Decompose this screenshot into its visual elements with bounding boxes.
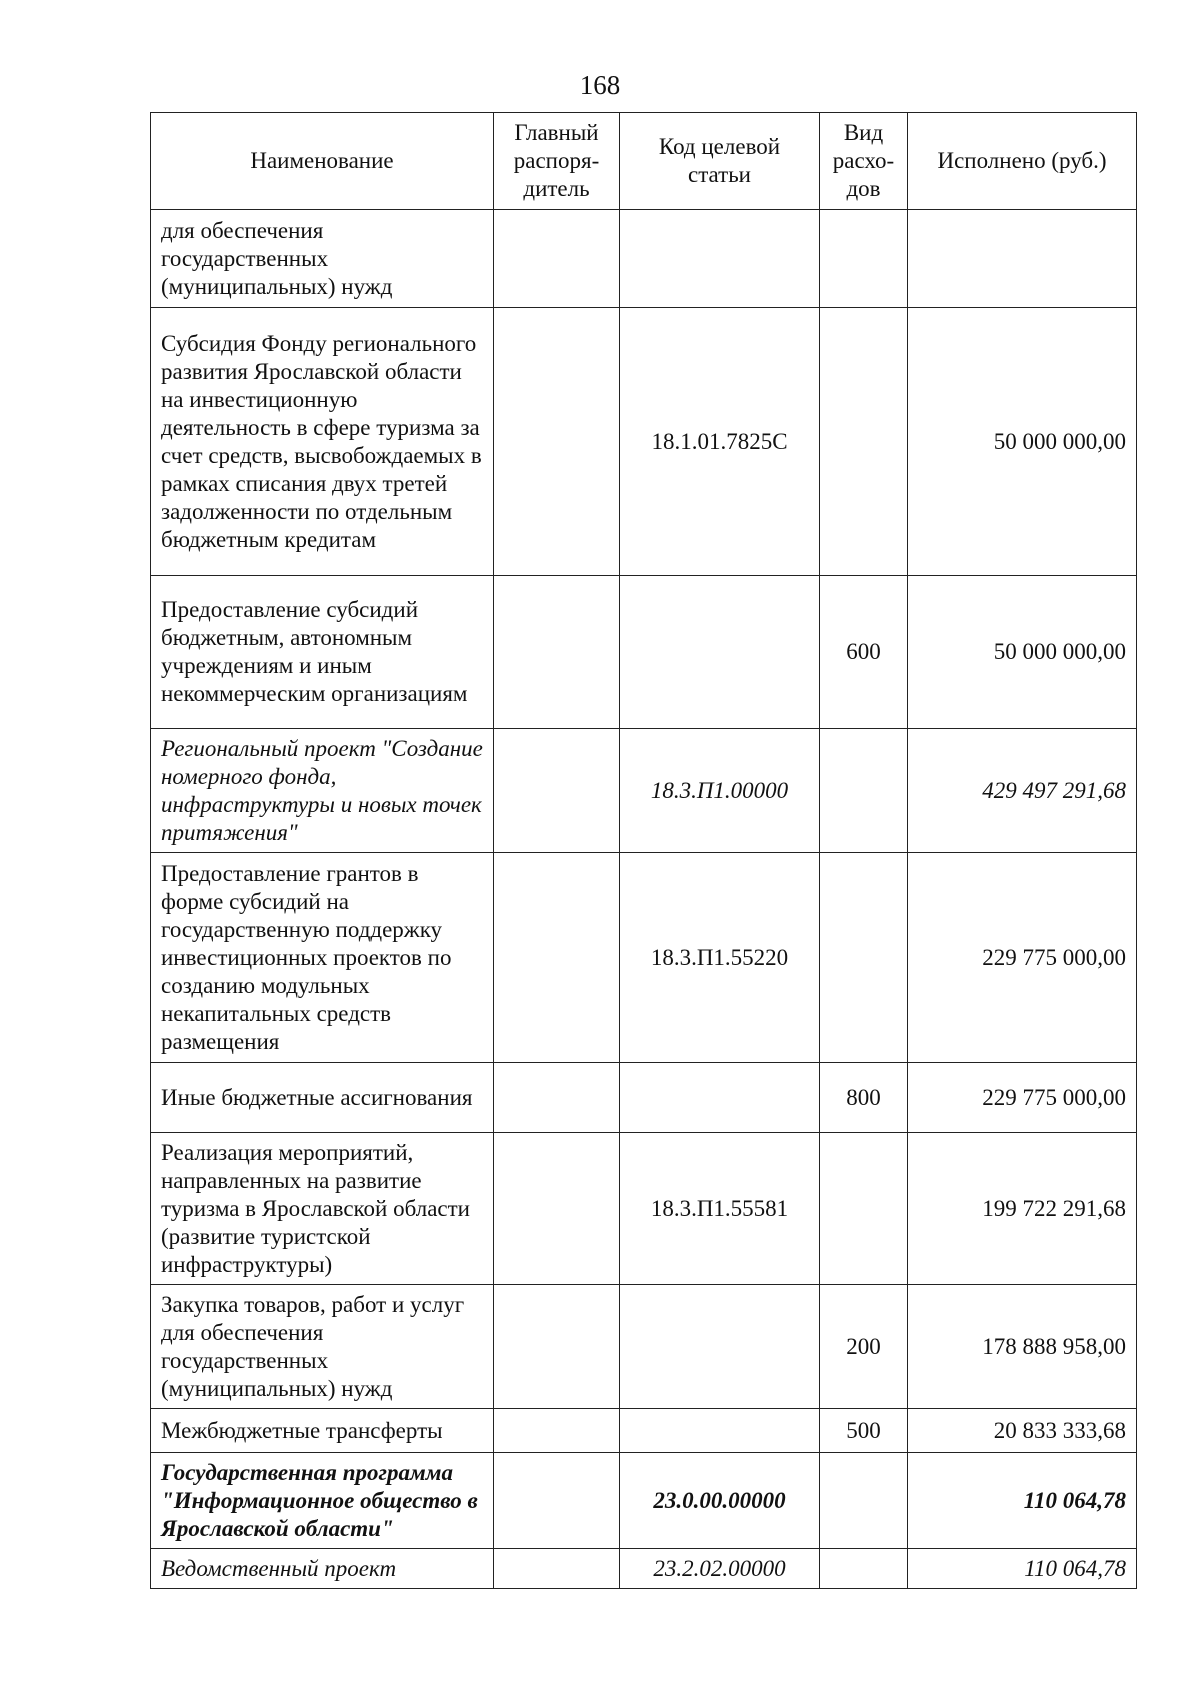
table-row: [151, 1063, 1137, 1133]
header-name: Наименование: [151, 113, 494, 210]
page-number: 168: [579, 70, 621, 100]
row-target-code: 23.0.00.00000: [620, 1453, 820, 1549]
table-row: [151, 1549, 1137, 1589]
row-target-code: [620, 576, 820, 729]
header-target-code: Код целевой статьи: [620, 113, 820, 210]
row-target-code: 23.2.02.00000: [620, 1549, 820, 1589]
row-target-code: 18.3.П1.55581: [620, 1133, 820, 1285]
table-row: [151, 308, 1137, 576]
row-executed: [908, 210, 1137, 308]
row-name: Закупка товаров, работ и услуг для обеспечения государственных (муниципальных) нужд: [151, 1285, 494, 1409]
row-executed: 110 064,78: [908, 1453, 1137, 1549]
row-target-code: [620, 210, 820, 308]
row-target-code: [620, 1063, 820, 1133]
table-row: [151, 1453, 1137, 1549]
row-executed: 50 000 000,00: [908, 576, 1137, 729]
row-main-manager: [494, 1453, 620, 1549]
row-name: для обеспечения государственных (муниципальных) нужд: [151, 210, 494, 308]
row-name: Реализация мероприятий, направленных на развитие туризма в Ярославской области (развитие туристской инфраструктуры): [151, 1133, 494, 1285]
row-expense-type: [820, 210, 908, 308]
row-expense-type: 600: [820, 576, 908, 729]
row-target-code: [620, 1285, 820, 1409]
row-expense-type: 500: [820, 1409, 908, 1453]
row-target-code: 18.3.П1.55220: [620, 853, 820, 1063]
row-executed: 429 497 291,68: [908, 729, 1137, 853]
row-expense-type: [820, 308, 908, 576]
row-main-manager: [494, 210, 620, 308]
row-main-manager: [494, 1409, 620, 1453]
row-expense-type: [820, 1549, 908, 1589]
row-expense-type: [820, 1453, 908, 1549]
row-executed: 50 000 000,00: [908, 308, 1137, 576]
table-row: [151, 576, 1137, 729]
row-executed: 229 775 000,00: [908, 1063, 1137, 1133]
row-target-code: [620, 1409, 820, 1453]
row-executed: 20 833 333,68: [908, 1409, 1137, 1453]
table-row: [151, 1285, 1137, 1409]
row-executed: 178 888 958,00: [908, 1285, 1137, 1409]
row-expense-type: [820, 729, 908, 853]
row-name: Межбюджетные трансферты: [151, 1409, 494, 1453]
row-main-manager: [494, 308, 620, 576]
row-main-manager: [494, 729, 620, 853]
row-target-code: 18.1.01.7825С: [620, 308, 820, 576]
row-executed: 229 775 000,00: [908, 853, 1137, 1063]
header-expense-type: Вид расхо-дов: [820, 113, 908, 210]
table-header-row: [151, 113, 1137, 210]
row-expense-type: 200: [820, 1285, 908, 1409]
row-expense-type: [820, 1133, 908, 1285]
row-expense-type: 800: [820, 1063, 908, 1133]
row-main-manager: [494, 1549, 620, 1589]
row-name: Предоставление субсидий бюджетным, автономным учреждениям и иным некоммерческим организациям: [151, 576, 494, 729]
row-name: Ведомственный проект: [151, 1549, 494, 1589]
row-main-manager: [494, 1285, 620, 1409]
row-executed: 199 722 291,68: [908, 1133, 1137, 1285]
row-main-manager: [494, 1063, 620, 1133]
table-row: [151, 1133, 1137, 1285]
row-main-manager: [494, 1133, 620, 1285]
table-row: [151, 1409, 1137, 1453]
row-name: Государственная программа "Информационное общество в Ярославской области": [151, 1453, 494, 1549]
header-executed: Исполнено (руб.): [908, 113, 1137, 210]
row-expense-type: [820, 853, 908, 1063]
budget-table: [150, 112, 1137, 1589]
row-name: Региональный проект "Создание номерного фонда, инфраструктуры и новых точек притяжения": [151, 729, 494, 853]
row-main-manager: [494, 853, 620, 1063]
row-name: Предоставление грантов в форме субсидий на государственную поддержку инвестиционных проектов по созданию модульных некапитальных средств размещения: [151, 853, 494, 1063]
row-name: Иные бюджетные ассигнования: [151, 1063, 494, 1133]
table-row: [151, 853, 1137, 1063]
row-executed: 110 064,78: [908, 1549, 1137, 1589]
row-main-manager: [494, 576, 620, 729]
table-row: [151, 729, 1137, 853]
header-main-manager: Главный распоря-дитель: [494, 113, 620, 210]
row-target-code: 18.3.П1.00000: [620, 729, 820, 853]
table-row: [151, 210, 1137, 308]
row-name: Субсидия Фонду регионального развития Ярославской области на инвестиционную деятельность в сфере туризма за счет средств, высвобождаемых в рамках списания двух третей задолженности по отдельным бюджетным кредитам: [151, 308, 494, 576]
